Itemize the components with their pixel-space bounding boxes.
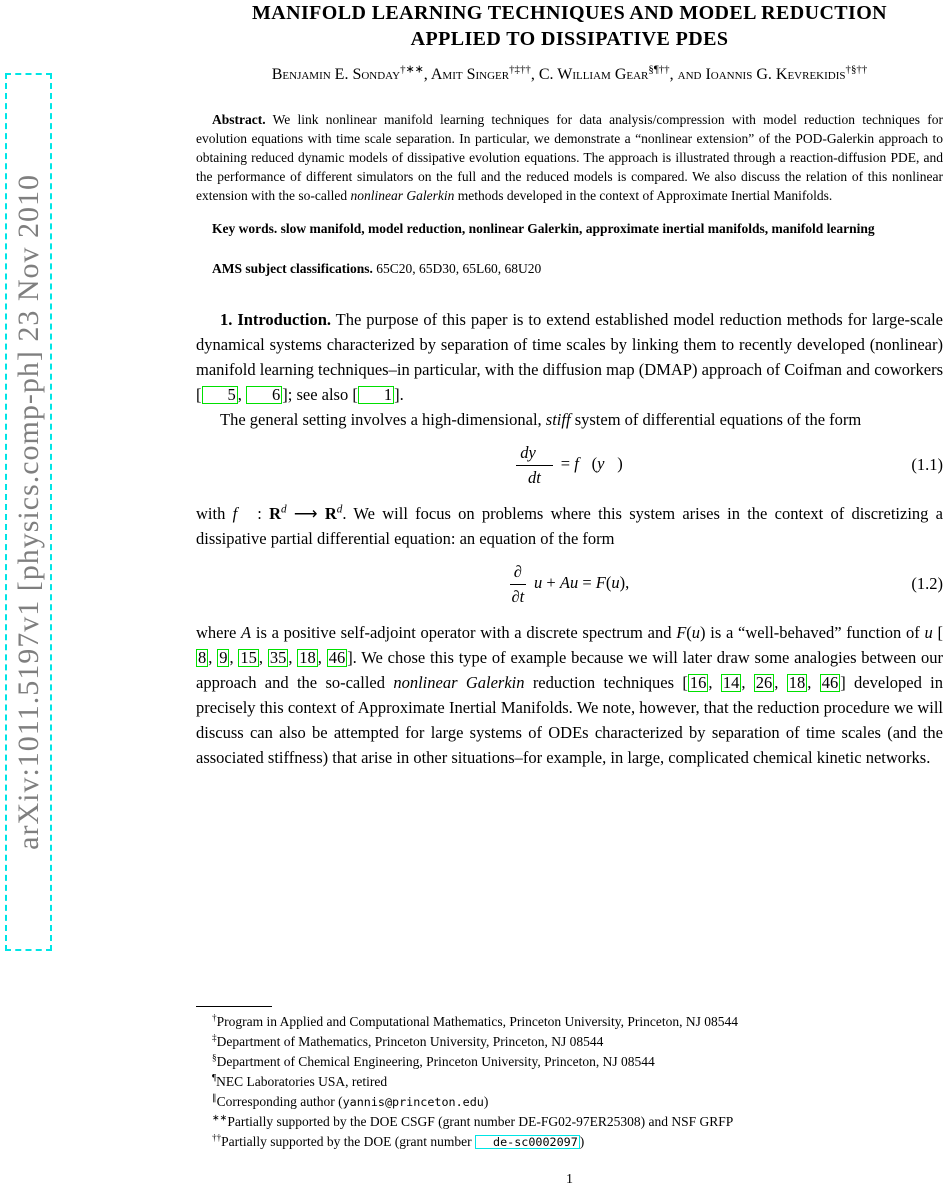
citation-link[interactable]: 26	[755, 672, 773, 692]
citation-link[interactable]: 6	[246, 386, 282, 405]
paper-page	[196, 0, 943, 770]
abstract-paragraph: Abstract. We link nonlinear manifold learning techniques for data analysis/compression with model reduction techniques for evolution equations with time scale separation. In particular, we demonstrate a “nonlinear extension” of the POD-Galerkin approach to obtaining reduced dynamic models of dissipative evolution equations. The approach is illustrated through a reaction-diffusion PDE, and the performance of different simulators on the full and the reduced models is compared. We also discuss the relation of this nonlinear extension with the so-called nonlinear Galerkin methods developed in the context of Approximate Inertial Manifolds.	[196, 112, 943, 203]
equation-rhs: u + Au = F(u),	[534, 572, 630, 592]
footnote: §Department of Chemical Engineering, Princeton University, Princeton, NJ 08544	[212, 1052, 655, 1069]
citation-link[interactable]: 1	[358, 386, 394, 405]
fraction: $\frac{\partial}{\partial t}$	[511, 561, 525, 606]
fraction: $\frac{dy⃗}{dt}$	[516, 442, 552, 489]
author-line: Benjamin E. Sonday†∗∗, Amit Singer†‡††, C. William Gear§¶††, and Ioannis G. Kevrekidis†§††	[271, 63, 868, 83]
keywords-paragraph: Key words. slow manifold, model reduction, nonlinear Galerkin, approximate inertial manifolds, manifold learning	[212, 220, 875, 236]
paper-title-line1: MANIFOLD LEARNING TECHNIQUES AND MODEL REDUCTION	[251, 2, 888, 24]
footnote: ∥Corresponding author (yannis@princeton.edu)	[212, 1092, 489, 1109]
ams-classifications: AMS subject classifications. 65C20, 65D30, 65L60, 68U20	[212, 260, 542, 276]
footnote: †Program in Applied and Computational Mathematics, Princeton University, Princeton, NJ 08544	[212, 1012, 739, 1029]
equation-rhs: = f⃗(y⃗)	[560, 453, 623, 473]
citation-link[interactable]: 46	[821, 672, 839, 692]
general-setting-paragraph: The general setting involves a high-dimensional, stiff system of differential equations of the form	[220, 409, 862, 429]
with-f-paragraph: with f⃗ : $R^d$ ⟶ $R^d$. We will focus on problems where this system arises in the context of discretizing a dissipative partial differential equation: an equation of the form	[196, 503, 943, 548]
citation-link[interactable]: 18	[299, 647, 316, 667]
page-number: 1	[566, 1172, 573, 1187]
footnote: ∗∗Partially supported by the DOE CSGF (grant number DE-FG02-97ER25308) and NSF GRFP	[212, 1112, 734, 1129]
citation-link[interactable]: 14	[722, 672, 740, 692]
equation-1-1	[196, 442, 943, 489]
footnote: ‡Department of Mathematics, Princeton University, Princeton, NJ 08544	[212, 1032, 604, 1049]
citation-link[interactable]: 46	[328, 647, 346, 667]
citation-link[interactable]: 18	[788, 672, 806, 692]
footnote: ††Partially supported by the DOE (grant number de-sc0002097 )	[212, 1132, 585, 1149]
footnote-rule	[196, 1006, 272, 1007]
citation-link[interactable]: 9	[219, 647, 228, 667]
equation-number: (1.2)	[911, 574, 943, 593]
where-A-paragraph: where A is a positive self-adjoint operator with a discrete spectrum and F(u) is a “well-behaved” function of u [8 , 9 , 15 , 35 , 18 , 46 ]. We chose this type of example because we will later draw some analogies between our approach and the so-called nonlinear Galerkin reduction techniques [ 16 , 14 , 26 , 18 , 46 ] developed in precisely this context of Approximate Inertial Manifolds. We note, however, that the reduction procedure we will discuss can also be attempted for large systems of ODEs characterized by separation of time scales (and the associated stiffness) that arise in other situations–for example, in large, complicated chemical kinetic networks.	[196, 622, 944, 767]
citation-link[interactable]: 16	[689, 672, 707, 692]
paper-title-line2: APPLIED TO DISSIPATIVE PDES	[410, 28, 729, 50]
paper-title	[196, 0, 943, 52]
citation-link[interactable]: 8	[198, 647, 207, 667]
citation-link[interactable]: 5	[202, 386, 238, 405]
arxiv-stamp-text: arXiv:1011.5197v1 [physics.comp-ph] 23 Nov 2010	[11, 174, 45, 850]
footnote-block	[196, 1006, 943, 1152]
introduction-paragraph: 1. Introduction. The purpose of this paper is to extend established model reduction methods for large-scale dynamical systems characterized by separation of time scales by linking them to recently developed (nonlinear) manifold learning techniques–in particular, with the diffusion map (DMAP) approach of Coifman and coworkers [ 5 , 6 ]; see also [ 1 ].	[196, 309, 943, 404]
footnote: ¶NEC Laboratories USA, retired	[212, 1072, 388, 1089]
grant-number-link[interactable]: de-sc0002097	[475, 1135, 580, 1149]
equation-number: (1.1)	[911, 455, 943, 474]
citation-link[interactable]: 35	[269, 647, 287, 667]
citation-link[interactable]: 15	[240, 647, 257, 667]
arxiv-stamp	[5, 73, 52, 951]
equation-1-2	[196, 561, 943, 608]
